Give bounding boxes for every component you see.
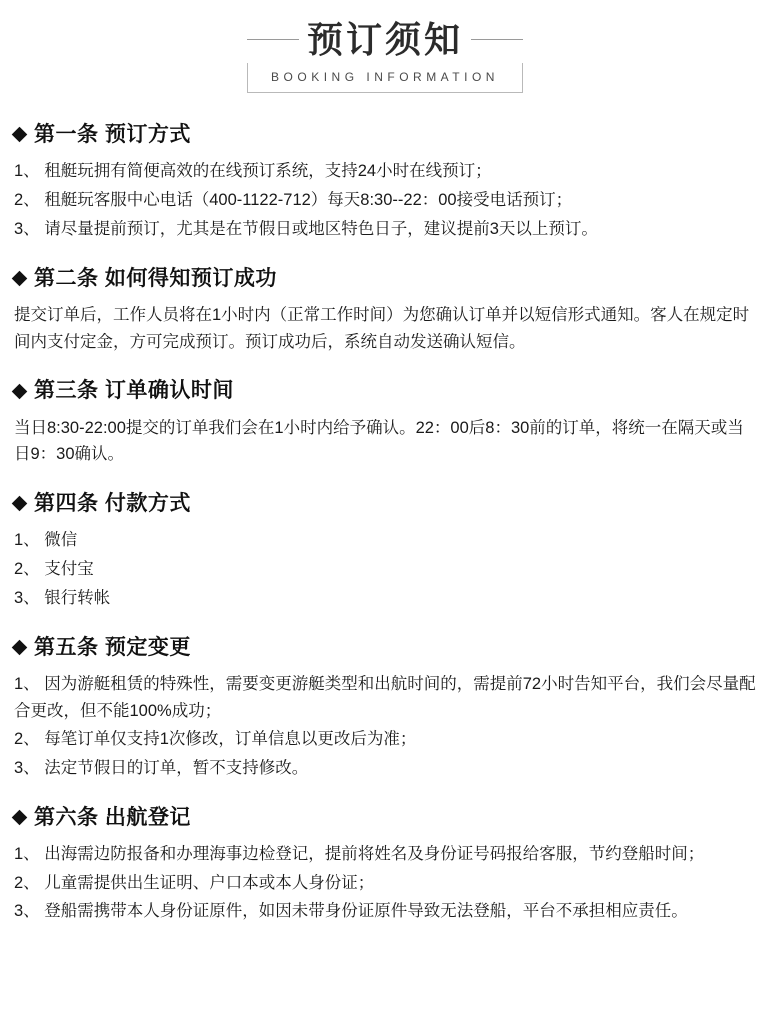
- diamond-bullet-icon: [12, 810, 28, 826]
- section-body: [14, 415, 756, 468]
- section-heading: [14, 804, 756, 831]
- list-item: 3、 银行转帐: [14, 588, 111, 607]
- subtitle-box: [247, 63, 523, 93]
- title-rule-left: [247, 39, 299, 40]
- list-item: 2、 每笔订单仅支持1次修改，订单信息以更改后为准；: [14, 730, 417, 749]
- diamond-bullet-icon: [12, 271, 28, 287]
- list-item: 2、 支付宝: [14, 560, 94, 579]
- diamond-bullet-icon: [12, 639, 28, 655]
- list-item: 1、 微信: [14, 531, 78, 550]
- title-rule-right: [471, 39, 523, 40]
- section-body: [14, 302, 756, 355]
- section-heading-text: 第六条 出航登记: [34, 805, 191, 829]
- section-booking-changes: [14, 634, 756, 782]
- section-heading: [14, 377, 756, 404]
- section-heading-text: 第四条 付款方式: [34, 492, 191, 516]
- list-item: 1、 租艇玩拥有简便高效的在线预订系统，支持24小时在线预订；: [14, 162, 492, 181]
- section-heading: [14, 265, 756, 292]
- section-heading: [14, 634, 756, 661]
- diamond-bullet-icon: [12, 496, 28, 512]
- list-item: 2、 租艇玩客服中心电话（400-1122-712）每天8:30--22：00接受电话预订；: [14, 191, 573, 210]
- diamond-bullet-icon: [12, 127, 28, 143]
- paragraph: 当日8:30-22:00提交的订单我们会在1小时内给予确认。22：00后8：30前的订单，将统一在隔天或当日9：30确认。: [14, 418, 744, 464]
- section-heading-text: 第二条 如何得知预订成功: [34, 266, 277, 290]
- section-confirmation-notice: [14, 265, 756, 356]
- list-item: 3、 法定节假日的订单，暂不支持修改。: [14, 759, 309, 778]
- section-order-confirm-time: [14, 377, 756, 468]
- paragraph: 提交订单后，工作人员将在1小时内（正常工作时间）为您确认订单并以短信形式通知。客人在规定时间内支付定金，方可完成预订。预订成功后，系统自动发送确认短信。: [14, 305, 750, 351]
- section-booking-method: [14, 121, 756, 242]
- section-heading-text: 第一条 预订方式: [34, 123, 191, 147]
- header-frame: [247, 18, 523, 93]
- list-item: 1、 出海需边防报备和办理海事边检登记，提前将姓名及身份证号码报给客服，节约登船时间；: [14, 845, 705, 864]
- section-payment-methods: [14, 490, 756, 611]
- section-heading: [14, 121, 756, 148]
- section-list: [14, 841, 756, 925]
- section-heading: [14, 490, 756, 517]
- section-list: [14, 671, 756, 782]
- page-title: 预订须知: [306, 19, 463, 60]
- section-departure-registration: [14, 804, 756, 925]
- diamond-bullet-icon: [12, 383, 28, 399]
- list-item: 3、 登船需携带本人身份证原件，如因未带身份证原件导致无法登船，平台不承担相应责任。: [14, 902, 688, 921]
- page-subtitle: BOOKING INFORMATION: [271, 70, 499, 85]
- section-list: [14, 158, 756, 242]
- document-header: [14, 0, 756, 99]
- section-heading-text: 第五条 预定变更: [34, 635, 191, 659]
- list-item: 3、 请尽量提前预订，尤其是在节假日或地区特色日子，建议提前3天以上预订。: [14, 219, 598, 238]
- section-list: [14, 527, 756, 611]
- section-heading-text: 第三条 订单确认时间: [34, 379, 234, 403]
- list-item: 2、 儿童需提供出生证明、户口本或本人身份证；: [14, 873, 375, 892]
- list-item: 1、 因为游艇租赁的特殊性，需要变更游艇类型和出航时间的，需提前72小时告知平台，我们会尽量配合更改，但不能100%成功；: [14, 674, 756, 720]
- title-row: [247, 18, 523, 61]
